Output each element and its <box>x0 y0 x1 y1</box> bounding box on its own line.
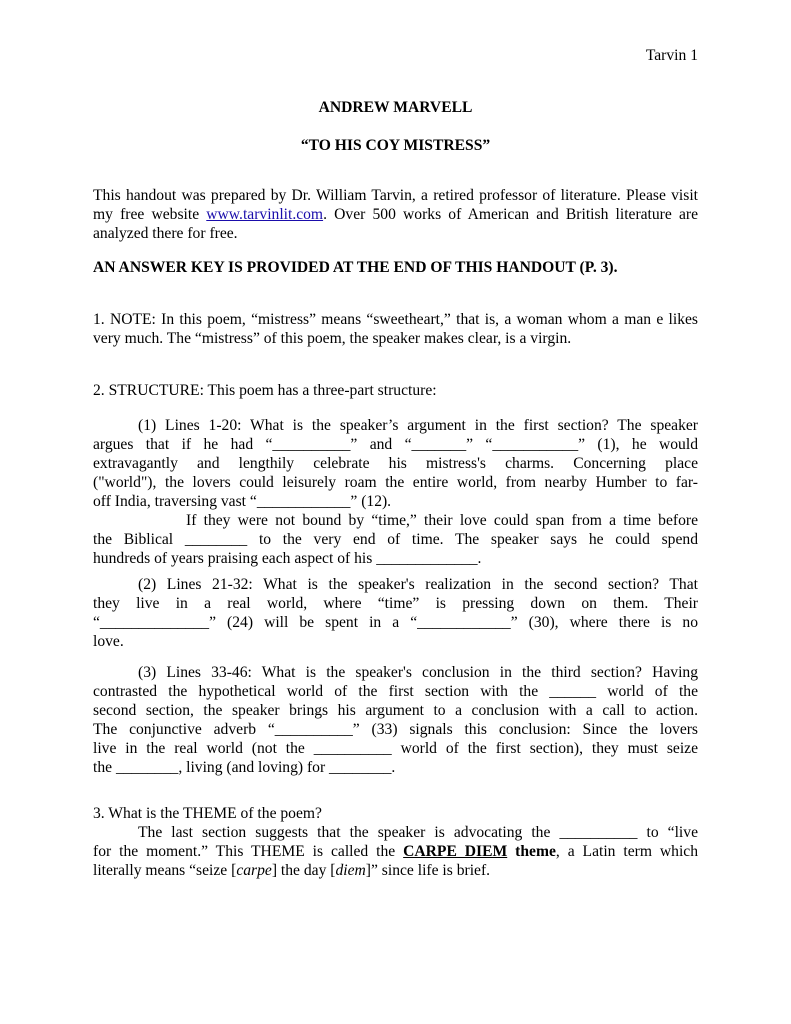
part3-line: second section, the speaker brings his argument to a conclusion with a call to action. <box>93 702 698 719</box>
intro-paragraph <box>93 186 698 243</box>
theme-question: 3. What is the THEME of the poem? <box>93 805 322 822</box>
part1-line: (1) Lines 1-20: What is the speaker’s argument in the first section? The speaker <box>138 417 698 434</box>
part2-line: (2) Lines 21-32: What is the speaker's realization in the second section? That <box>138 576 698 593</box>
intro-text-end: . Over 500 works of American and British literature are analyzed there for free. <box>93 206 698 242</box>
theme-line <box>93 842 698 861</box>
part3-line: contrasted the hypothetical world of the first section with the ______ world of the <box>93 683 698 700</box>
note-paragraph: 1. NOTE: In this poem, “mistress” means “sweetheart,” that is, a woman whom a man e likes very much. The “mistress” of this poem, the speaker makes clear, is a virgin. <box>93 311 698 347</box>
part2-line: love. <box>93 633 124 650</box>
part1b-line: the Biblical ________ to the very end of time. The speaker says he could spend <box>93 531 698 548</box>
carpe-diem-term: CARPE DIEM <box>403 843 508 860</box>
website-link[interactable]: www.tarvinlit.com <box>206 206 324 223</box>
part3-line: live in the real world (not the __________ world of the first section), they must seize <box>93 740 698 757</box>
part1-line: ("world"), the lovers could leisurely roam the entire world, from nearby Humber to far- <box>93 474 698 491</box>
part1-line: argues that if he had “__________” and “_______” “___________” (1), he would <box>93 436 698 453</box>
part3-line: the ________, living (and loving) for ________. <box>93 759 396 776</box>
part1b-line: If they were not bound by “time,” their love could span from a time before <box>186 512 698 529</box>
theme-line <box>93 861 698 880</box>
theme-text: literally means “seize [ <box>93 862 237 879</box>
page-number: Tarvin 1 <box>645 47 698 64</box>
part1b-line: hundreds of years praising each aspect of his _____________. <box>93 550 482 567</box>
theme-text: ]” since life is brief. <box>365 862 491 879</box>
diem-term: diem <box>335 862 366 879</box>
part2-line: “______________” (24) will be spent in a “____________” (30), where there is no <box>93 614 698 631</box>
author-heading: ANDREW MARVELL <box>318 99 473 116</box>
answer-key-notice: AN ANSWER KEY IS PROVIDED AT THE END OF THIS HANDOUT (P. 3). <box>93 259 618 276</box>
poem-title: “TO HIS COY MISTRESS” <box>300 137 491 154</box>
theme-section <box>93 804 698 880</box>
theme-line: The last section suggests that the speaker is advocating the __________ to “live <box>138 824 698 841</box>
part3-line: (3) Lines 33-46: What is the speaker's conclusion in the third section? Having <box>138 664 698 681</box>
carpe-term: carpe <box>236 862 272 879</box>
intro-text: This handout was prepared by Dr. William Tarvin, a retired professor of literature. Please visit my free website <box>93 187 698 223</box>
theme-text: , a Latin term which <box>555 843 699 860</box>
part2-line: they live in a real world, where “time” is pressing down on them. Their <box>93 595 698 612</box>
part1-line: off India, traversing vast “____________” (12). <box>93 493 392 510</box>
theme-word: theme <box>515 843 556 860</box>
part3-paragraph <box>93 663 698 777</box>
part3-line: The conjunctive adverb “__________” (33) signals this conclusion: Since the lovers <box>93 721 698 738</box>
part2-paragraph <box>93 575 698 651</box>
part1-paragraph <box>93 416 698 568</box>
theme-text: ] the day [ <box>271 862 336 879</box>
structure-heading: 2. STRUCTURE: This poem has a three-part structure: <box>93 382 437 399</box>
part1-line: extravagantly and lengthily celebrate his mistress's charms. Concerning place <box>93 455 698 472</box>
theme-text: for the moment.” This THEME is called the <box>93 843 404 860</box>
